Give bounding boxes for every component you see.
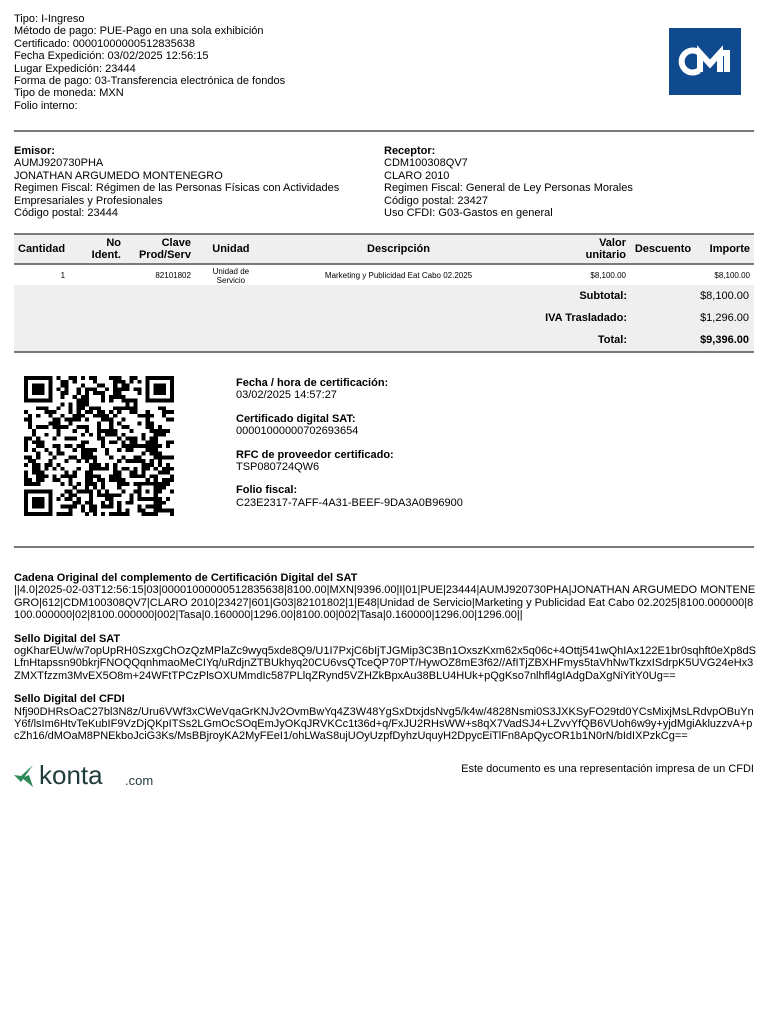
- cell-importe: $8,100.00: [714, 271, 750, 280]
- col-importe: Importe: [696, 234, 754, 264]
- qr-code: [24, 376, 174, 516]
- emisor-cp: Código postal: 23444: [14, 207, 118, 220]
- fecha-expedicion: Fecha Expedición: 03/02/2025 12:56:15: [14, 50, 209, 63]
- divider: [14, 130, 754, 132]
- col-descuento: Descuento: [630, 234, 696, 264]
- items-table: [14, 233, 754, 286]
- konta-brand-text: konta: [39, 760, 103, 790]
- forma-pago: Forma de pago: 03-Transferencia electrónica de fondos: [14, 75, 286, 88]
- subtotal-label: Subtotal:: [579, 290, 627, 302]
- konta-brand-suffix: .com: [125, 773, 154, 788]
- subtotal-value: $8,100.00: [700, 290, 749, 302]
- col-descripcion: Descripción: [267, 234, 530, 264]
- col-clave: Clave Prod/Serv: [125, 234, 195, 264]
- cadena-original-title: Cadena Original del complemento de Certificación Digital del SAT: [14, 572, 358, 584]
- folio-fiscal-value: C23E2317-7AFF-4A31-BEEF-9DA3A0B96900: [236, 496, 463, 509]
- tipo-moneda: Tipo de moneda: MXN: [14, 87, 124, 100]
- sello-cfdi-title: Sello Digital del CFDI: [14, 693, 125, 706]
- receptor-uso-cfdi: Uso CFDI: G03-Gastos en general: [384, 207, 553, 220]
- qr-code-icon: [24, 376, 174, 516]
- konta-logo: [13, 760, 163, 792]
- iva-value: $1,296.00: [700, 312, 749, 324]
- emisor-rfc: AUMJ920730PHA: [14, 157, 104, 170]
- cell-valor-unitario: $8,100.00: [590, 271, 626, 280]
- total-row: [14, 329, 754, 351]
- fecha-certificacion-label: Fecha / hora de certificación:: [236, 377, 389, 389]
- iva-label: IVA Trasladado:: [545, 312, 627, 324]
- tipo-comprobante: Tipo: I-Ingreso: [14, 13, 85, 25]
- iva-row: [14, 307, 754, 329]
- col-no-ident: No Ident.: [69, 234, 125, 264]
- receptor-title: Receptor:: [384, 145, 436, 157]
- totals-block: [14, 285, 754, 351]
- cell-unidad: Unidad de Servicio: [212, 266, 250, 285]
- folio-fiscal-label: Folio fiscal:: [236, 484, 298, 497]
- sello-sat-text: ogKharEUw/w7opUpRH0SzxgChOzQzMPlaZc9wyq5xde8Q9/U1I7PxjC6bIjTJGMip3C3Bn1OxszKxm62x5q06c+4Ottj541wQhIAx122E1br0sqhft0eXp8dSLfnHtapssn90bkrjFNOQQqnhmaoMeCIYq/uRdjnZTBUkhyq20CU6vsQTceQP70PT/HywOZ8mE3f62//AfITjZBXHFmys5taVhNwTkzxISdrpK5UVG24eHx3ZMXTfzzm3MvEX5O8m+24WFtTPCzPlsOXUMmdIc587PLlqZRynd5VZHZkBpxAu38BLU4HUk+pQgKso7nlhfl4gIAdgDaXgNiYitY0Ug==: [14, 645, 756, 682]
- col-valor-unitario: Valor unitario: [530, 234, 630, 264]
- table-header-row: [14, 234, 754, 264]
- emisor-nombre: JONATHAN ARGUMEDO MONTENEGRO: [14, 169, 223, 182]
- certification-block: [236, 377, 716, 520]
- emisor-regimen: Regimen Fiscal: Régimen de las Personas Físicas con Actividades: [14, 182, 340, 195]
- rfc-proveedor-label: RFC de proveedor certificado:: [236, 448, 394, 461]
- cell-no-ident: [69, 264, 125, 286]
- subtotal-row: [14, 285, 754, 307]
- certificado-sat-label: Certificado digital SAT:: [236, 412, 356, 425]
- receptor-nombre: CLARO 2010: [384, 169, 450, 182]
- col-cantidad: Cantidad: [14, 234, 69, 264]
- certificado: Certificado: 00001000000512835638: [14, 37, 196, 50]
- sello-sat-title: Sello Digital del SAT: [14, 632, 121, 645]
- folio-interno: Folio interno:: [14, 99, 78, 112]
- total-value: $9,396.00: [700, 334, 749, 346]
- invoice-header-info: [14, 13, 574, 112]
- emisor-regimen-cont: Empresariales y Profesionales: [14, 194, 163, 207]
- cadena-original-text: ||4.0|2025-02-03T12:56:15|03|00001000000512835638|8100.00|MXN|9396.00|I|01|PUE|23444|AUMJ920730PHA|JONATHAN ARGUMEDO MONTENEGRO|612|CDM100308QV7|CLARO 2010|23427|601|G03|82101802|1|E48|Unidad de Servicio|Marketing y Publicidad Eat Cabo 02.2025|8100.000000|8100.000000|02|8100.000000|002|Tasa|0.160000|1296.00|8100.00|002|Tasa|0.160000|1296.00|1296.00||: [14, 584, 756, 622]
- receptor-cp: Código postal: 23427: [384, 194, 488, 207]
- receptor-rfc: CDM100308QV7: [384, 157, 468, 170]
- receptor-block: [384, 145, 754, 219]
- cell-clave: 82101802: [155, 271, 191, 280]
- metodo-pago: Método de pago: PUE-Pago en una sola exhibición: [14, 25, 264, 38]
- emisor-title: Emisor:: [14, 145, 55, 157]
- cell-descuento: [630, 264, 696, 286]
- fecha-certificacion-value: 03/02/2025 14:57:27: [236, 389, 337, 402]
- certificado-sat-value: 00001000000702693654: [236, 425, 359, 438]
- receptor-regimen: Regimen Fiscal: General de Ley Personas Morales: [384, 182, 633, 195]
- lugar-expedicion: Lugar Expedición: 23444: [14, 62, 136, 75]
- table-row: [14, 264, 754, 286]
- footer-note: Este documento es una representación impresa de un CFDI: [461, 763, 754, 775]
- divider: [14, 546, 754, 548]
- cell-descripcion: Marketing y Publicidad Eat Cabo 02.2025: [324, 271, 473, 280]
- divider: [14, 351, 754, 353]
- digital-seals-block: [14, 572, 756, 754]
- cell-cantidad: 1: [60, 271, 66, 280]
- rfc-proveedor-value: TSP080724QW6: [236, 461, 320, 474]
- emisor-block: [14, 145, 374, 219]
- sello-cfdi-text: Nfj90DHRsOaC27bl3N8z/Uru6VWf3xCWeVqaGrKNJv2OvmBwYq4Z3W48YgSxDtxjdsNvg5/k4w/4828Nsmi0S3JXKSyFO29td0YCsMixjMsLRdvpOBuYnY6f/lsIm6HtvTeKubIF9VzDjQKpITSs2LGmOcSOqEmJyOKqJRVKCc1t36d+q/FxJU2RHsWW+s8qX7VadSJ4+LZvvYfQB6VUoh6w9y+yjdMgiAkluzzvA+pcZh16/dMOaM8PNEkboJciG3Ks/MsBBjroyKA2MyFEeI1/ohLWaS8ujUOyUzpfDyhzUquyH2DpycEiTlFn8ApQycOR1b1N0rN/bIdIXPzkCg==: [14, 705, 754, 743]
- total-label: Total:: [597, 334, 627, 346]
- col-unidad: Unidad: [195, 234, 267, 264]
- company-logo: [669, 28, 741, 95]
- cm-logo-icon: [669, 28, 741, 95]
- konta-logo-icon: [13, 760, 163, 792]
